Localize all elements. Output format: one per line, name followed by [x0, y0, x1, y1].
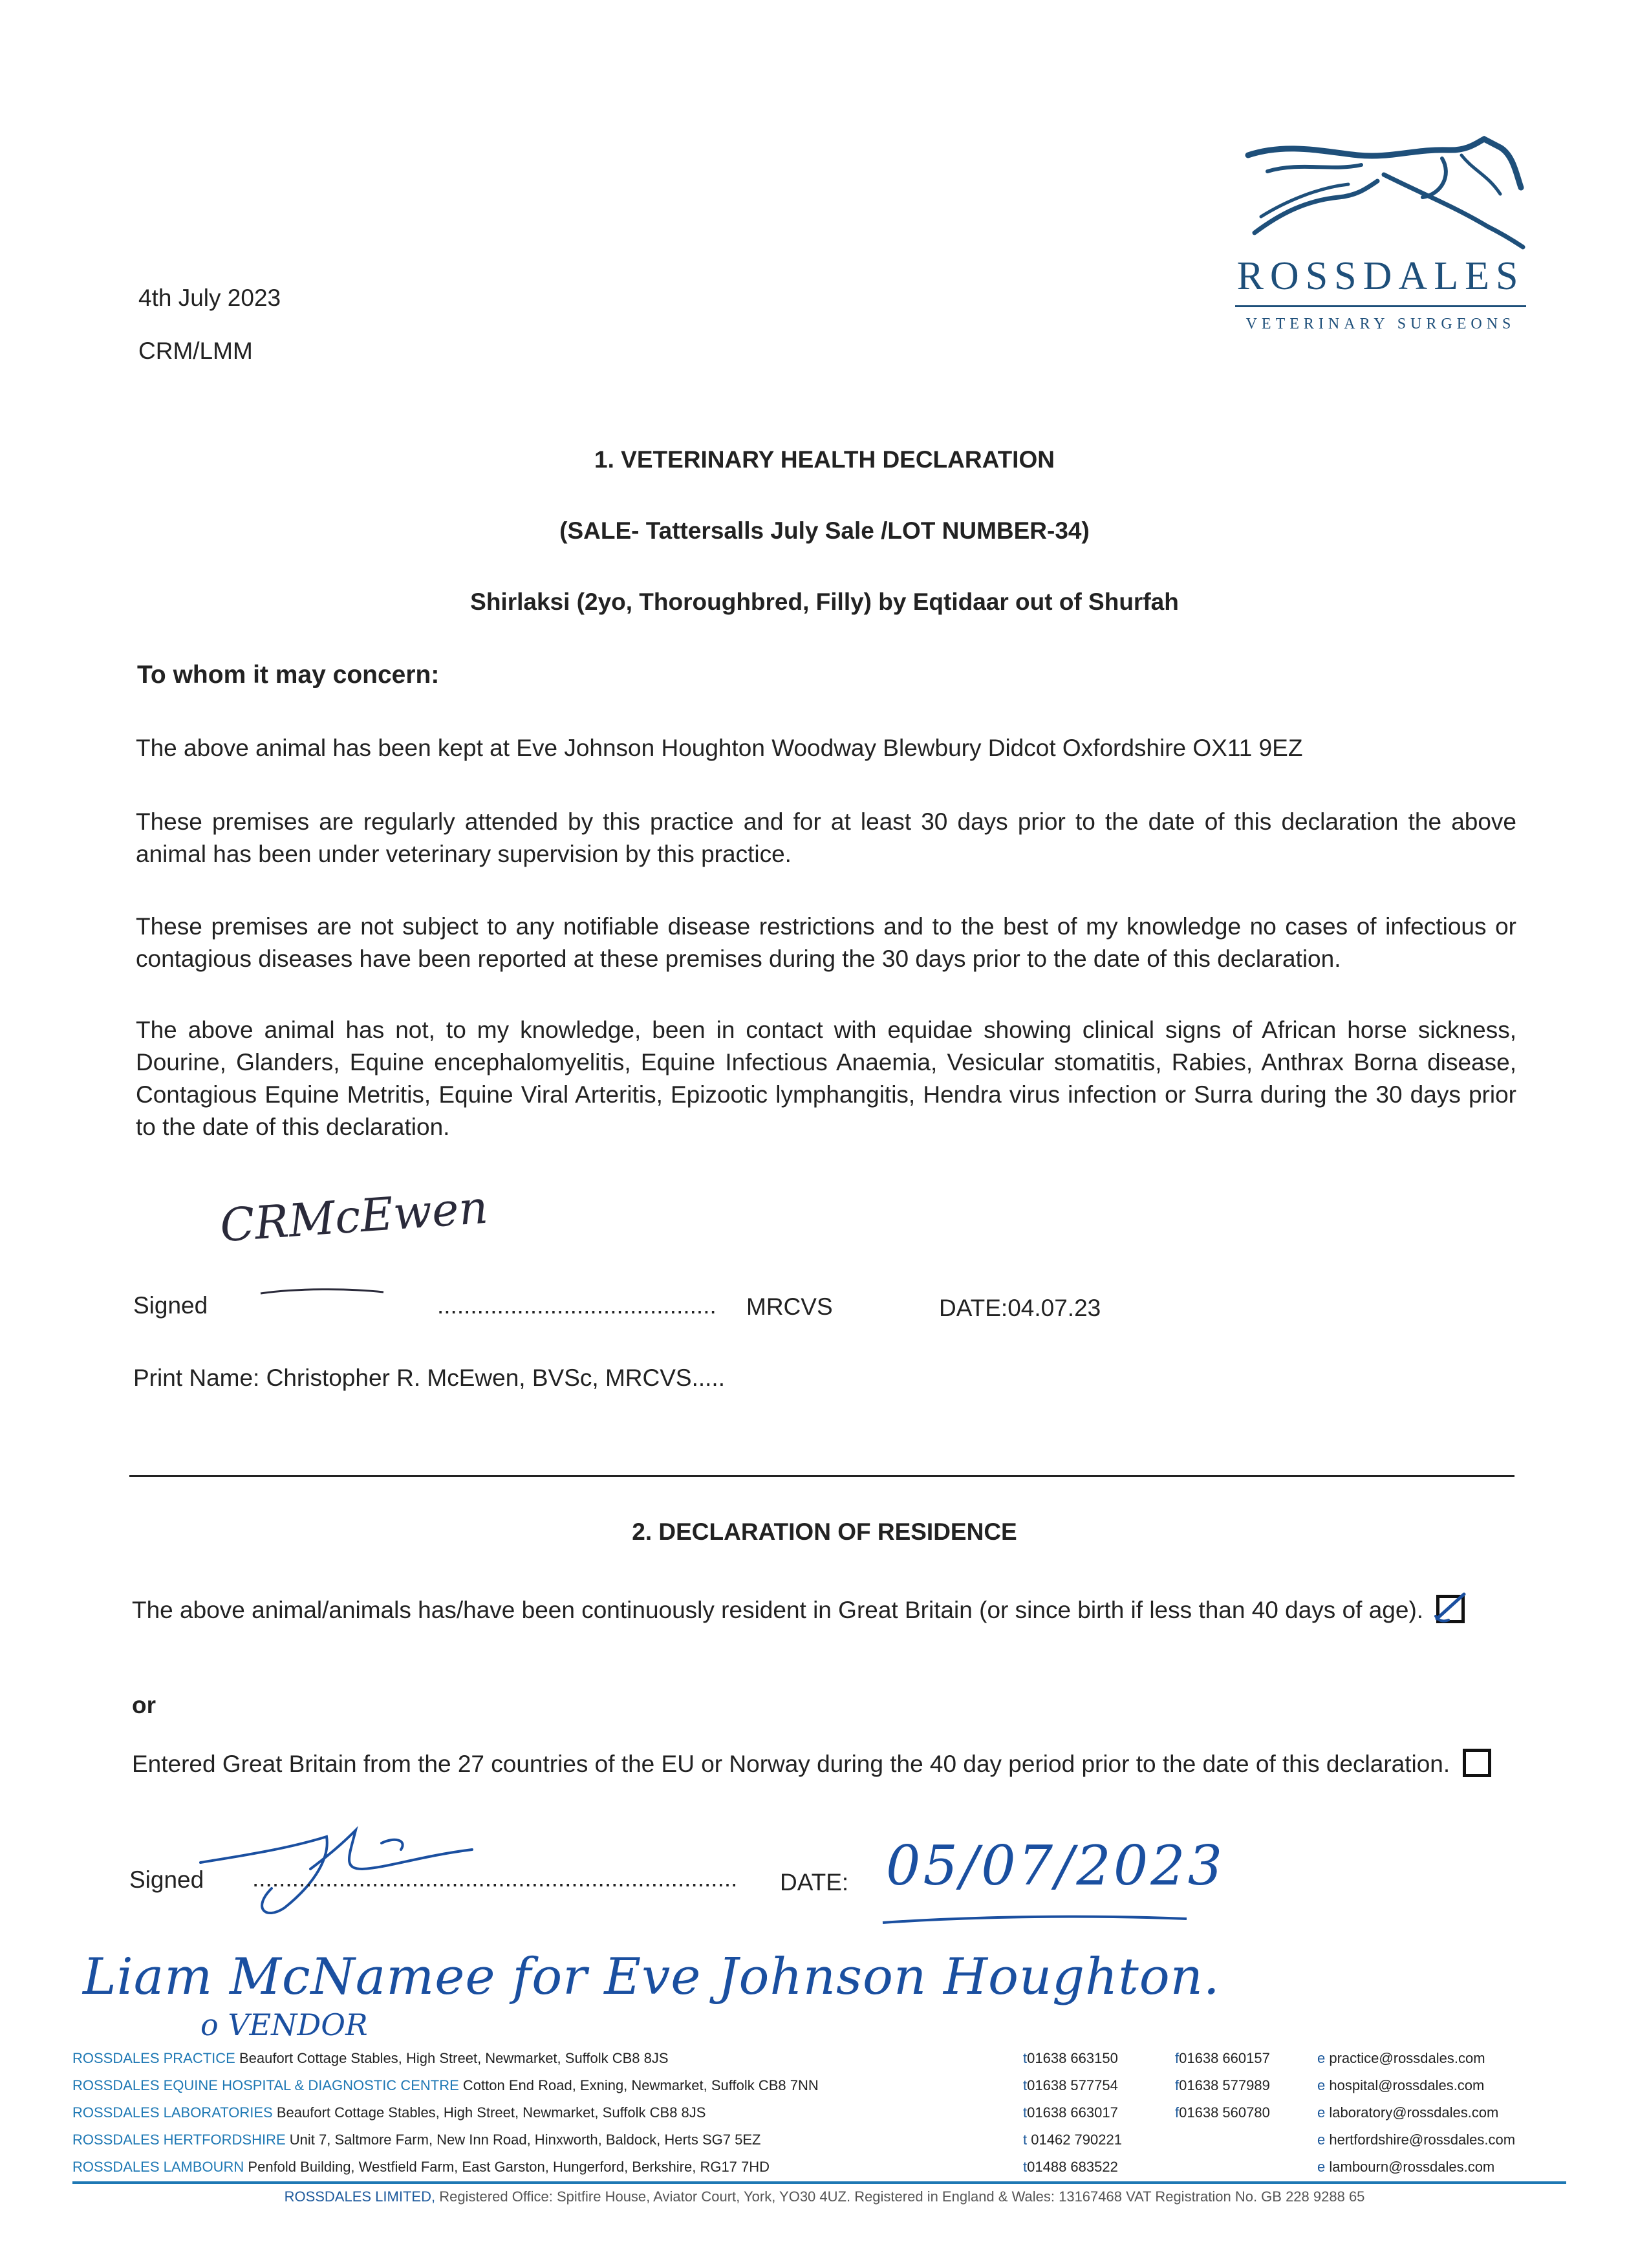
- option-resident-text: The above animal/animals has/have been continuously resident in Great Britain (or since birth if less than 40 days of age).: [132, 1597, 1424, 1623]
- section-divider: [129, 1475, 1514, 1477]
- section1-signed-dots: ..........................................: [437, 1292, 717, 1319]
- mrcvs-label: MRCVS: [746, 1293, 833, 1320]
- section1-animal: Shirlaksi (2yo, Thoroughbred, Filly) by Eqtidaar out of Shurfah: [470, 589, 1179, 615]
- footer-org: ROSSDALES PRACTICE: [72, 2050, 235, 2066]
- footer-tel: t01638 577754: [1023, 2077, 1118, 2093]
- footer-row: [72, 2157, 1560, 2177]
- section2-date-label: DATE:: [780, 1869, 849, 1895]
- section1-sale: (SALE- Tattersalls July Sale /LOT NUMBER-34): [559, 517, 1090, 544]
- option-resident: [132, 1586, 1496, 1635]
- footer-fax: f01638 577989: [1175, 2077, 1270, 2093]
- footer-tel: t01488 683522: [1023, 2159, 1118, 2175]
- section1-title: 1. VETERINARY HEALTH DECLARATION: [594, 446, 1055, 473]
- paragraph-supervision: These premises are regularly attended by this practice and for at least 30 days prior to the date of this declaration the above animal has been under veterinary supervision by this practice.: [136, 808, 1516, 867]
- footer-address: Unit 7, Saltmore Farm, New Inn Road, Hinxworth, Baldock, Herts SG7 5EZ: [289, 2132, 761, 2148]
- section2-signed-dots: .........................................................................: [252, 1865, 738, 1892]
- footer-row: [72, 2049, 1560, 2068]
- letter-reference: CRM/LMM: [138, 338, 253, 364]
- footer-registered-text: Registered Office: Spitfire House, Aviator Court, York, YO30 4UZ. Registered in England & Wales: 13167468 VAT Registration No. GB 228 9288 65: [439, 2188, 1365, 2205]
- footer-org: ROSSDALES EQUINE HOSPITAL & DIAGNOSTIC CENTRE: [72, 2077, 459, 2093]
- footer-fax: f01638 560780: [1175, 2104, 1270, 2121]
- footer-email[interactable]: e laboratory@rossdales.com: [1317, 2104, 1499, 2121]
- paragraph-restrictions: These premises are not subject to any notifiable disease restrictions and to the best of my knowledge no cases of infectious or contagious diseases have been reported at these premises during the 30 days prior to the date of this declaration.: [136, 913, 1516, 972]
- section1-date: DATE:04.07.23: [939, 1295, 1101, 1321]
- footer-fax: f01638 660157: [1175, 2050, 1270, 2066]
- handwritten-date: 05/07/2023: [886, 1834, 1225, 1897]
- section2-signed-label: Signed: [129, 1866, 204, 1893]
- footer-address: Cotton End Road, Exning, Newmarket, Suffolk CB8 7NN: [462, 2077, 819, 2093]
- check-mark-icon: [1433, 1590, 1468, 1625]
- footer-address: Penfold Building, Westfield Farm, East Garston, Hungerford, Berkshire, RG17 7HD: [248, 2159, 770, 2175]
- vet-signature-underline: [257, 1287, 387, 1300]
- footer-address: Beaufort Cottage Stables, High Street, Newmarket, Suffolk CB8 8JS: [239, 2050, 669, 2066]
- footer-registered-org: ROSSDALES LIMITED,: [284, 2188, 436, 2205]
- section2-title: 2. DECLARATION OF RESIDENCE: [632, 1518, 1017, 1545]
- paragraph-contact: The above animal has not, to my knowledge, been in contact with equidae showing clinical signs of African horse sickness, Dourine, Glanders, Equine encephalomyelitis, Equine Infectious Anaemia, Vesicular stomatitis, Rabies, Anthrax Borna disease, Contagious Equine Metritis, Equine Viral Arteritis, Epizootic lymphangitis, Hendra virus infection or Surra during the 30 days prior to the date of this declaration.: [136, 1017, 1516, 1140]
- footer-email[interactable]: e hertfordshire@rossdales.com: [1317, 2132, 1516, 2148]
- footer-email[interactable]: e practice@rossdales.com: [1317, 2050, 1485, 2066]
- option-entered-text: Entered Great Britain from the 27 countries of the EU or Norway during the 40 day period prior to the date of this declaration.: [132, 1751, 1450, 1777]
- vet-signature: CRMcEwen: [218, 1180, 490, 1253]
- footer-org: ROSSDALES HERTFORDSHIRE: [72, 2132, 286, 2148]
- logo-name: ROSSDALES: [1236, 254, 1525, 298]
- or-label: or: [132, 1692, 156, 1718]
- section1-signed-label: Signed: [133, 1292, 208, 1319]
- footer-tel: t 01462 790221: [1023, 2132, 1122, 2148]
- resident-checkbox[interactable]: [1436, 1595, 1465, 1623]
- logo: [1229, 136, 1533, 343]
- handwritten-name: Liam McNamee for Eve Johnson Houghton.: [83, 1948, 1220, 2006]
- letter-date: 4th July 2023: [138, 285, 281, 311]
- print-name: Print Name: Christopher R. McEwen, BVSc, MRCVS.....: [133, 1365, 725, 1391]
- entered-checkbox[interactable]: [1463, 1749, 1491, 1777]
- option-entered: [132, 1740, 1496, 1789]
- logo-divider: [1235, 305, 1526, 307]
- paragraph-premises: The above animal has been kept at Eve Johnson Houghton Woodway Blewbury Didcot Oxfordshire OX11 9EZ: [136, 735, 1303, 761]
- footer-registered: [0, 2187, 1649, 2207]
- handwritten-role: o VENDOR: [200, 2007, 368, 2042]
- footer-row: [72, 2076, 1560, 2095]
- footer-row: [72, 2103, 1560, 2122]
- footer-divider: [72, 2181, 1566, 2184]
- handwritten-date-underline: [879, 1911, 1190, 1930]
- footer-tel: t01638 663017: [1023, 2104, 1118, 2121]
- horse-logo-icon: [1229, 136, 1533, 252]
- footer-email[interactable]: e lambourn@rossdales.com: [1317, 2159, 1495, 2175]
- salutation: To whom it may concern:: [137, 661, 440, 689]
- footer-org: ROSSDALES LAMBOURN: [72, 2159, 244, 2175]
- footer-address: Beaufort Cottage Stables, High Street, Newmarket, Suffolk CB8 8JS: [276, 2104, 706, 2121]
- footer-email[interactable]: e hospital@rossdales.com: [1317, 2077, 1485, 2093]
- footer-row: [72, 2130, 1560, 2150]
- footer-org: ROSSDALES LABORATORIES: [72, 2104, 273, 2121]
- logo-subtitle: VETERINARY SURGEONS: [1245, 316, 1516, 332]
- footer-tel: t01638 663150: [1023, 2050, 1118, 2066]
